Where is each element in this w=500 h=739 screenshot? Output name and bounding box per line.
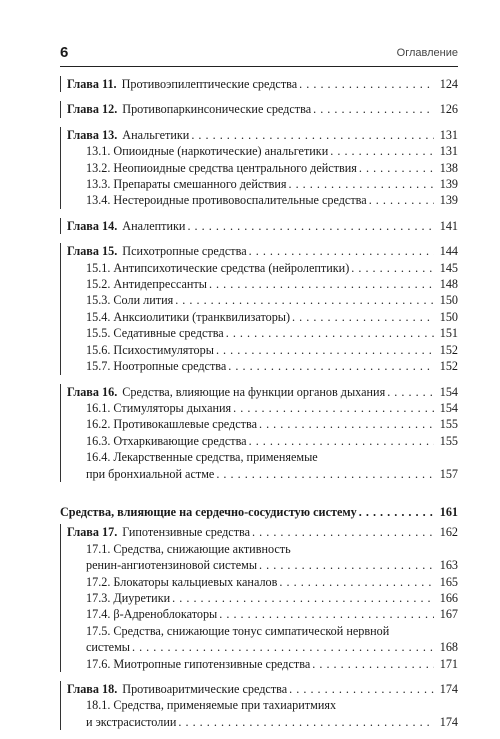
toc-subsection-entry-line[interactable] <box>67 449 458 465</box>
leader-dots <box>299 76 434 92</box>
toc-group-1 <box>60 76 458 482</box>
toc-chapter-block <box>60 681 458 730</box>
subsection-title: 17.4. β-Адреноблокаторы <box>86 607 218 622</box>
subsection-title: 15.7. Ноотропные средства <box>86 359 227 374</box>
leader-dots <box>292 309 434 325</box>
subsection-title: 15.5. Седативные средства <box>86 326 224 341</box>
toc-chapter-block <box>60 218 458 234</box>
leader-dots <box>249 243 434 259</box>
chapter-label: Глава 15. <box>67 244 118 259</box>
toc-subsection-entry[interactable] <box>67 160 458 176</box>
toc-subsection-entry[interactable] <box>67 292 458 308</box>
subsection-page: 155 <box>439 433 458 448</box>
toc-subsection-entry[interactable] <box>67 176 458 192</box>
subsection-title: 17.5. Средства, снижающие тонус симпатической нервной <box>86 623 390 638</box>
subsection-title: 16.1. Стимуляторы дыхания <box>86 400 232 415</box>
subsection-page: 151 <box>439 326 458 341</box>
toc-subsection-entry[interactable] <box>67 192 458 208</box>
leader-dots <box>187 218 434 234</box>
toc-chapter-entry[interactable] <box>67 127 458 143</box>
subsection-title: при бронхиальной астме <box>86 466 215 481</box>
toc-chapter-entry[interactable] <box>67 524 458 540</box>
leader-dots <box>233 400 434 416</box>
chapter-page: 131 <box>439 127 458 142</box>
section-page: 161 <box>439 504 458 519</box>
subsection-title: и экстрасистолии <box>86 714 177 729</box>
subsection-title: 15.1. Антипсихотические средства (нейролептики) <box>86 260 350 275</box>
toc-subsection-entry[interactable] <box>67 342 458 358</box>
chapter-title: Противопаркинсонические средства <box>122 102 312 117</box>
subsection-page: 166 <box>439 590 458 605</box>
chapter-page: 144 <box>439 244 458 259</box>
leader-dots <box>359 504 434 520</box>
toc-chapter-entry[interactable] <box>67 384 458 400</box>
section-title: Средства, влияющие на сердечно-сосудистую систему <box>60 504 357 519</box>
toc-subsection-entry[interactable] <box>67 590 458 606</box>
leader-dots <box>216 466 434 482</box>
running-head: Оглавление <box>396 47 458 59</box>
chapter-page: 162 <box>439 525 458 540</box>
toc-subsection-entry[interactable] <box>67 325 458 341</box>
toc-chapter-entry[interactable] <box>67 243 458 259</box>
subsection-page: 154 <box>439 400 458 415</box>
leader-dots <box>178 714 434 730</box>
leader-dots <box>279 574 434 590</box>
toc-subsection-entry[interactable] <box>67 276 458 292</box>
subsection-page: 148 <box>439 277 458 292</box>
subsection-page: 155 <box>439 417 458 432</box>
toc-chapter-entry[interactable] <box>67 218 458 234</box>
subsection-page: 165 <box>439 574 458 589</box>
leader-dots <box>219 606 434 622</box>
subsection-title: 17.2. Блокаторы кальциевых каналов <box>86 574 278 589</box>
chapter-title: Анальгетики <box>122 127 190 142</box>
toc-subsection-entry[interactable] <box>67 143 458 159</box>
subsection-page: 174 <box>439 714 458 729</box>
chapter-page: 126 <box>439 102 458 117</box>
toc-subsection-entry[interactable] <box>67 309 458 325</box>
subsection-page: 157 <box>439 466 458 481</box>
subsection-title: 13.1. Опиоидные (наркотические) анальгетики <box>86 144 329 159</box>
chapter-title: Средства, влияющие на функции органов дыхания <box>122 384 386 399</box>
leader-dots <box>175 292 434 308</box>
subsection-page: 139 <box>439 177 458 192</box>
subsection-page: 131 <box>439 144 458 159</box>
leader-dots <box>313 101 434 117</box>
toc-subsection-entry[interactable] <box>67 358 458 374</box>
subsection-page: 171 <box>439 656 458 671</box>
subsection-page: 138 <box>439 160 458 175</box>
leader-dots <box>289 681 434 697</box>
table-of-contents <box>60 76 458 739</box>
subsection-title: ренин-ангиотензиновой системы <box>86 558 258 573</box>
subsection-title: 17.6. Миотропные гипотензивные средства <box>86 656 311 671</box>
subsection-title: 15.2. Антидепрессанты <box>86 277 207 292</box>
chapter-page: 154 <box>439 384 458 399</box>
subsection-title: 13.2. Неопиоидные средства центрального действия <box>86 160 357 175</box>
toc-chapter-block <box>60 384 458 482</box>
subsection-title: 13.4. Нестероидные противовоспалительные средства <box>86 193 367 208</box>
toc-subsection-entry[interactable] <box>67 639 458 655</box>
leader-dots <box>387 384 434 400</box>
page-number: 6 <box>60 44 69 61</box>
toc-subsection-entry[interactable] <box>67 656 458 672</box>
subsection-page: 145 <box>439 260 458 275</box>
leader-dots <box>172 590 434 606</box>
leader-dots <box>288 176 434 192</box>
chapter-label: Глава 11. <box>67 77 117 91</box>
subsection-page: 168 <box>439 640 458 655</box>
subsection-title: 17.3. Диуретики <box>86 590 171 605</box>
chapter-label: Глава 17. <box>67 525 118 540</box>
subsection-title: 16.4. Лекарственные средства, применяемые <box>86 450 318 465</box>
toc-section-heading[interactable] <box>60 504 458 520</box>
subsection-page: 150 <box>439 309 458 324</box>
subsection-title: 15.3. Соли лития <box>86 293 174 308</box>
chapter-title: Противоэпилептические средства <box>121 77 298 91</box>
toc-chapter-entry[interactable] <box>67 76 458 92</box>
chapter-page: 124 <box>439 77 458 91</box>
leader-dots <box>330 143 434 159</box>
toc-subsection-entry-line[interactable] <box>67 623 458 639</box>
chapter-title: Аналептики <box>122 218 186 233</box>
leader-dots <box>209 276 434 292</box>
subsection-title: 17.1. Средства, снижающие активность <box>86 541 291 556</box>
subsection-page: 163 <box>439 558 458 573</box>
leader-dots <box>228 358 434 374</box>
leader-dots <box>226 325 434 341</box>
toc-chapter-entry[interactable] <box>67 681 458 697</box>
subsection-page: 167 <box>439 607 458 622</box>
toc-chapter-block <box>60 243 458 374</box>
chapter-label: Глава 12. <box>67 102 118 117</box>
chapter-page: 174 <box>439 682 458 696</box>
toc-subsection-entry-line[interactable] <box>67 541 458 557</box>
subsection-page: 152 <box>439 359 458 374</box>
subsection-page: 150 <box>439 293 458 308</box>
toc-subsection-entry[interactable] <box>67 606 458 622</box>
chapter-title: Психотропные средства <box>122 244 247 259</box>
toc-subsection-entry[interactable] <box>67 466 458 482</box>
subsection-title: 15.6. Психостимуляторы <box>86 342 214 357</box>
subsection-title: 13.3. Препараты смешанного действия <box>86 177 287 192</box>
subsection-page: 139 <box>439 193 458 208</box>
leader-dots <box>216 342 434 358</box>
leader-dots <box>191 127 434 143</box>
page-header <box>60 44 458 67</box>
subsection-title: 16.2. Противокашлевые средства <box>86 417 257 432</box>
chapter-label: Глава 18. <box>67 682 118 696</box>
toc-subsection-entry[interactable] <box>67 714 458 730</box>
leader-dots <box>351 260 434 276</box>
subsection-title: 16.3. Отхаркивающие средства <box>86 433 247 448</box>
toc-chapter-block <box>60 524 458 672</box>
leader-dots <box>312 656 434 672</box>
leader-dots <box>249 433 434 449</box>
leader-dots <box>259 557 434 573</box>
chapter-label: Глава 16. <box>67 384 118 399</box>
toc-subsection-entry[interactable] <box>67 557 458 573</box>
chapter-title: Гипотензивные средства <box>122 525 251 540</box>
toc-chapter-block <box>60 127 458 209</box>
leader-dots <box>369 192 434 208</box>
chapter-title: Противоаритмические средства <box>122 682 288 696</box>
toc-subsection-entry[interactable] <box>67 400 458 416</box>
subsection-title: 15.4. Анксиолитики (транквилизаторы) <box>86 309 291 324</box>
leader-dots <box>259 416 434 432</box>
toc-subsection-entry[interactable] <box>67 416 458 432</box>
chapter-page: 141 <box>439 218 458 233</box>
toc-subsection-entry[interactable] <box>67 433 458 449</box>
toc-chapter-block <box>60 101 458 117</box>
subsection-title: системы <box>86 640 130 655</box>
toc-chapter-entry[interactable] <box>67 101 458 117</box>
chapter-label: Глава 13. <box>67 127 118 142</box>
toc-group-2 <box>60 524 458 730</box>
toc-subsection-entry-line[interactable] <box>67 697 458 713</box>
toc-subsection-entry[interactable] <box>67 260 458 276</box>
subsection-page: 152 <box>439 342 458 357</box>
toc-chapter-block <box>60 76 458 92</box>
subsection-title: 18.1. Средства, применяемые при тахиаритмиях <box>86 698 337 713</box>
leader-dots <box>252 524 434 540</box>
leader-dots <box>359 160 434 176</box>
leader-dots <box>132 639 434 655</box>
chapter-label: Глава 14. <box>67 218 118 233</box>
toc-subsection-entry[interactable] <box>67 574 458 590</box>
